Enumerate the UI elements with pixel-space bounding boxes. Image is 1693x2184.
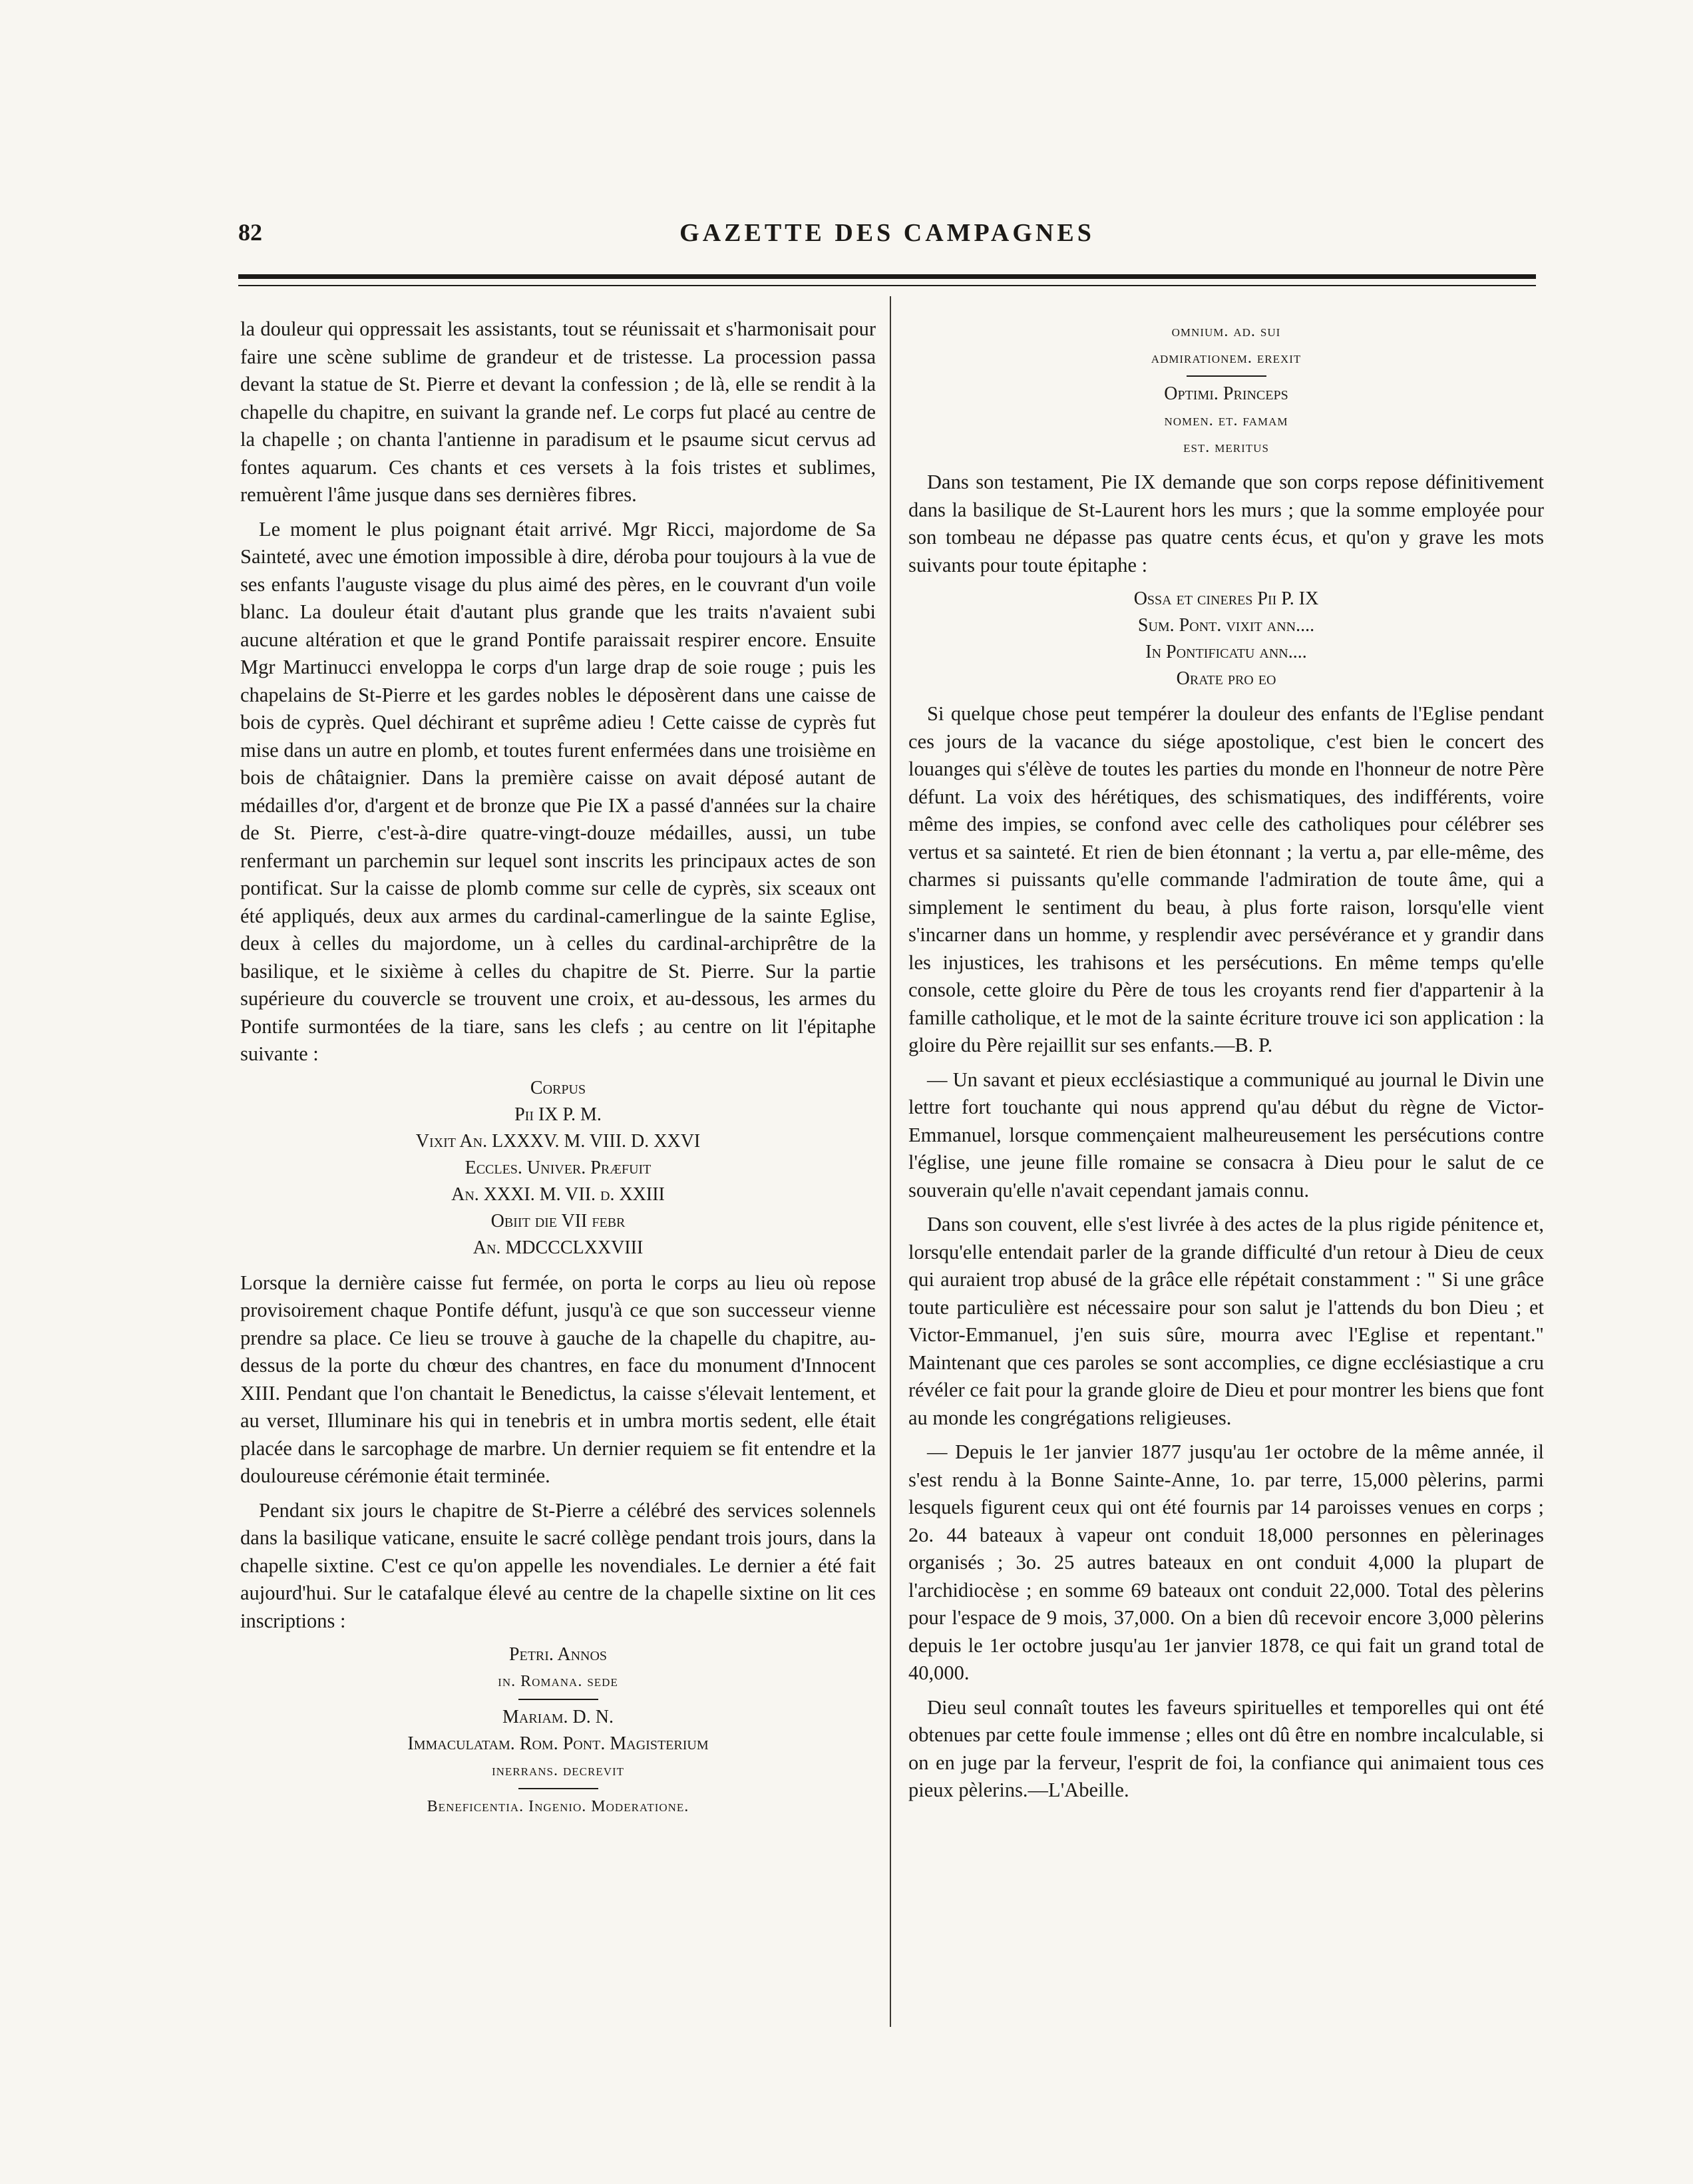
paragraph: Lorsque la dernière caisse fut fermée, on porta le corps au lieu où repose provisoirement chaque Pontife défunt, jusqu'à ce que son successeur vienne prendre sa place. Ce lieu se trouve à gauche de la chapelle du chapitre, au-dessus de la porte du chœur des chantres, en face du monument d'Innocent XIII. Pendant que l'on chantait le Benedictus, la caisse s'élevait lentement, et au verset, Illuminare his qui in tenebris et in umbra mortis sedent, elle était placée dans le sarcophage de marbre. Un dernier requiem se fit entendre et la douloureuse cérémonie était terminée. xyxy=(240,1271,876,1487)
epitaph-line: Orate pro eo xyxy=(1176,668,1276,689)
inscription-line: Mariam. D. N. xyxy=(502,1707,614,1727)
right-column xyxy=(908,316,1544,1811)
paragraph: — Un savant et pieux ecclésiastique a communiqué au journal le Divin une lettre fort touchante qui nous apprend qu'au début du règne de Victor-Emmanuel, lorsque commençaient malheureusement les persécutions contre l'église, une jeune fille romaine se consacra à Dieu pour le salut de ce souverain qu'elle n'avait cependant jamais connu. xyxy=(908,1068,1544,1201)
paragraph: Dans son testament, Pie IX demande que son corps repose définitivement dans la basilique de St-Laurent hors les murs ; que la somme employée pour son tombeau ne dépasse pas quatre cents écus, et qu'on y grave les mots suivants pour toute épitaphe : xyxy=(908,471,1544,576)
inscription-line: est. meritus xyxy=(1183,439,1269,456)
inscription-line: in. Romana. sede xyxy=(498,1673,618,1690)
page-number: 82 xyxy=(238,219,262,246)
inscription-line: inerrans. decrevit xyxy=(491,1762,625,1779)
paragraph: Le moment le plus poignant était arrivé. Mgr Ricci, majordome de Sa Sainteté, avec une émotion impossible à dire, déroba pour toujours à la vue de ses enfants l'auguste visage du plus aimé des pères, en le couvrant d'un voile blanc. La douleur était d'autant plus grande que les traits n'avaient subi aucune altération et que le grand Pontife paraissait respirer encore. Ensuite Mgr Martinucci enveloppa le corps d'un large drap de soie rouge ; puis les chapelains de St-Pierre et les gardes nobles le déposèrent dans une caisse de bois de cyprès. Quel déchirant et suprême adieu ! Cette caisse de cyprès fut mise dans un autre en plomb, et toutes furent enfermées dans une troisième en bois de châtaignier. Dans la première caisse on avait déposé autant de médailles d'or, d'argent et de bronze que Pie IX a passé d'années sur la chaire de St. Pierre, c'est-à-dire quatre-vingt-douze médailles, aussi, un tube renfermant un parchemin sur lequel sont inscrits les principaux actes de son pontificat. Sur la caisse de plomb comme sur celle de cyprès, six sceaux ont été appliqués, deux aux armes du cardinal-camerlingue de la sainte Eglise, deux à celles du majordome, un à celles du cardinal-archiprêtre de la basilique, et le sixième à celles du chapitre de St. Pierre. Sur la partie supérieure du couvercle se trouvent une croix, et au-dessous, les armes du Pontife surmontées de la tiare, sans les clefs ; au centre on lit l'épitaphe suivante : xyxy=(240,517,876,1065)
inscription-line: Beneficentia. Ingenio. Moderatione. xyxy=(427,1798,689,1815)
paragraph: — Depuis le 1er janvier 1877 jusqu'au 1er octobre de la même année, il s'est rendu à la Bonne Sainte-Anne, 1o. par terre, 15,000 pèlerins, parmi lesquels figurent ceux qui ont été fournis par 14 paroisses venues en corps ; 2o. 44 bateaux à vapeur ont conduit 18,000 personnes en pèlerinages organisés ; 3o. 25 autres bateaux en ont conduit 4,000 la plupart de l'archidiocèse ; en somme 69 bateaux ont conduit 22,000. Total des pèlerins pour l'espace de 9 mois, 37,000. On a bien dû recevoir encore 3,000 pèlerins depuis le 1er octobre jusqu'au 1er janvier 1878, ce qui fait un grand total de 40,000. xyxy=(908,1440,1544,1684)
epitaph-line: An. MDCCCLXXVIII xyxy=(472,1237,644,1258)
epitaph-line: In Pontificatu ann.... xyxy=(1145,642,1307,662)
epitaph-line: Pii IX P. M. xyxy=(514,1104,602,1125)
epitaph-line: Vixit An. LXXXV. M. VIII. D. XXVI xyxy=(415,1130,701,1152)
epitaph-line: Corpus xyxy=(530,1077,586,1098)
epitaph-line: Obiit die VII febr xyxy=(490,1210,626,1231)
inscription-line: nomen. et. famam xyxy=(1164,412,1288,429)
paragraph: Dieu seul connaît toutes les faveurs spirituelles et temporelles qui ont été obtenues par cette foule immense ; elles ont dû être en nombre incalculable, si on en juge par la ferveur, l'esprit de foi, la confiance qui animaient tous ces pieux pèlerins.—L'Abeille. xyxy=(908,1695,1544,1801)
epitaph-line: An. XXXI. M. VII. d. XXIII xyxy=(451,1184,665,1205)
epitaph-line: Ossa et cineres Pii P. IX xyxy=(1133,588,1319,609)
inscription-line: Petri. Annos xyxy=(508,1644,608,1665)
column-divider xyxy=(890,296,891,2027)
journal-title: GAZETTE DES CAMPAGNES xyxy=(679,219,1095,247)
left-column xyxy=(240,316,876,1828)
epitaph-line: Sum. Pont. vixit ann.... xyxy=(1137,615,1315,636)
page-header xyxy=(238,218,1536,258)
paragraph: Pendant six jours le chapitre de St-Pierre a célébré des services solennels dans la basilique vaticane, ensuite le sacré collège pendant trois jours, dans la chapelle sixtine. C'est ce qu'on appelle les novendiales. Le dernier a été fait aujourd'hui. Sur le catafalque élevé au centre de la chapelle sixtine on lit ces inscriptions : xyxy=(240,1498,876,1632)
header-rule-thin xyxy=(238,285,1536,286)
epitaph-block xyxy=(240,1075,876,1261)
inscription-rule xyxy=(518,1788,598,1789)
paragraph: la douleur qui oppressait les assistants, tout se réunissait et s'harmonisait pour faire une scène sublime de grandeur et de tristesse. La procession passa devant la statue de St. Pierre et devant la confession ; de là, elle se rendit à la chapelle du chapitre, en suivant la grande nef. Le corps fut placé au centre de la chapelle ; on chanta l'antienne in paradisum et le psaume sicut cervus ad fontes aquarum. Ces chants et ces versets à la fois tristes et sublimes, remuèrent l'âme jusque dans ses dernières fibres. xyxy=(240,318,876,506)
header-rule-thick xyxy=(238,274,1536,279)
paragraph: Dans son couvent, elle s'est livrée à des actes de la plus rigide pénitence et, lorsqu'elle entendait parler de la grande difficulté d'un retour à Dieu de ceux qui auraient trop abusé de la grâce elle répétait constamment : " Si une grâce toute particulière est nécessaire pour son salut je l'attends du bon Dieu ; et Victor-Emmanuel, j'en suis sûre, mourra avec l'Eglise et repentant." Maintenant que ces paroles se sont accomplies, ce digne ecclésiastique a cru révéler ce fait pour la grande gloire de Dieu et pour montrer les biens que font au monde les congrégations religieuses. xyxy=(908,1213,1544,1429)
inscription-rule xyxy=(1187,375,1266,377)
paragraph: Si quelque chose peut tempérer la douleur des enfants de l'Eglise pendant ces jours de la vacance du siége apostolique, c'est bien le concert des louanges qui s'élève de toutes les parties du monde en l'honneur de notre Père défunt. La voix des hérétiques, des schismatiques, des indifférents, voire même des impies, se confond avec celle des catholiques pour célébrer ses vertus et sa sainteté. Et rien de bien étonnant ; la vertu a, par elle-même, des charmes si puissants qu'elle commande l'admiration de toute âme, qui a simplement le sentiment du beau, à plus forte raison, lorsqu'elle vient s'incarner dans un homme, y resplendir avec persévérance et y grandir dans les injustices, les trahisons et les persécutions. En même temps qu'elle console, cette gloire du Père de tous les croyants rend fier d'appartenir à la famille catholique, et le mot de la sainte écriture trouve ici son application : la gloire du Père rejaillit sur ses enfants.—B. P. xyxy=(908,702,1544,1056)
inscription-block xyxy=(908,318,1544,461)
inscription-block xyxy=(240,1641,876,1820)
inscription-line: Immaculatam. Rom. Pont. Magisterium xyxy=(407,1733,709,1754)
inscription-line: admirationem. erexit xyxy=(1151,349,1302,367)
epitaph-line: Eccles. Univer. Præfuit xyxy=(465,1157,652,1178)
inscription-line: Optimi. Princeps xyxy=(1164,383,1288,404)
epitaph-block xyxy=(908,586,1544,692)
inscription-rule xyxy=(518,1699,598,1700)
inscription-line: omnium. ad. sui xyxy=(1171,323,1281,340)
